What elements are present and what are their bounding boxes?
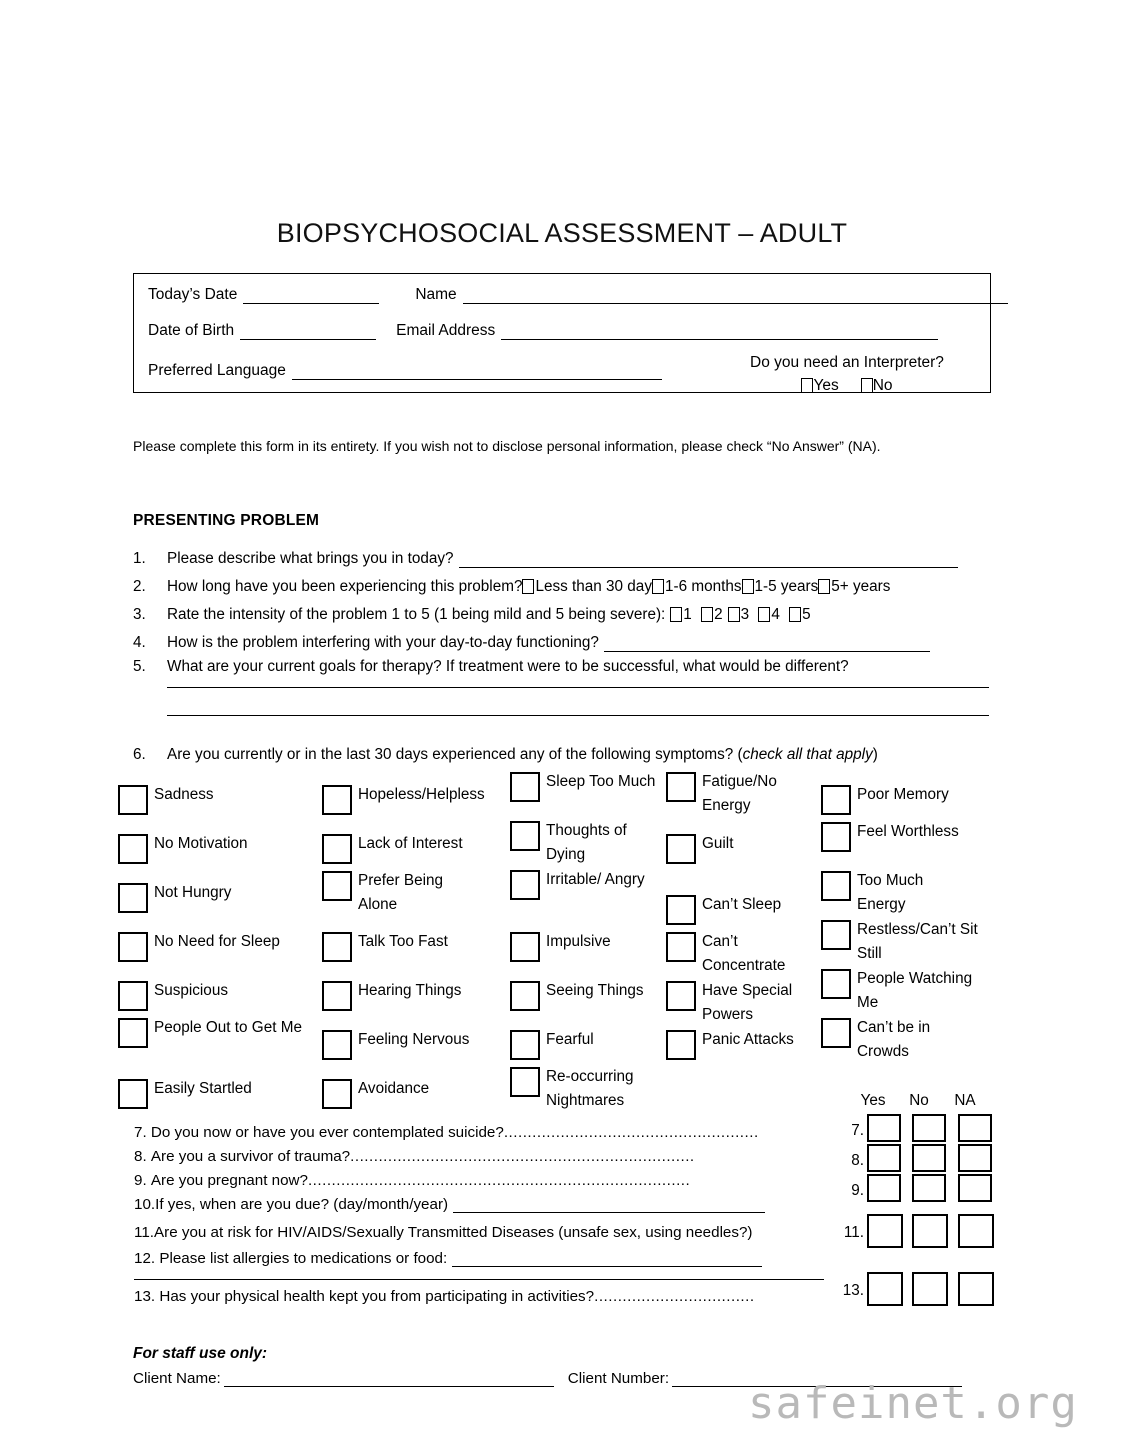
- checkbox-icon[interactable]: [118, 1079, 148, 1109]
- checkbox-icon[interactable]: [510, 932, 540, 962]
- checkbox-icon[interactable]: [322, 785, 352, 815]
- question-2: [133, 578, 890, 596]
- question-4: [133, 634, 930, 652]
- symptom-item[interactable]: [510, 770, 658, 794]
- checkbox-icon[interactable]: [118, 932, 148, 962]
- checkbox-icon[interactable]: [861, 378, 873, 393]
- question-4-number: 4.: [133, 634, 146, 651]
- checkbox-icon[interactable]: [118, 834, 148, 864]
- symptom-label: Irritable/ Angry: [546, 871, 645, 888]
- symptom-label: Seeing Things: [546, 982, 644, 999]
- checkbox-icon[interactable]: [821, 822, 851, 852]
- answer-grid: [836, 1092, 1001, 1299]
- question-2-option-0-label: Less than 30 day: [535, 578, 652, 595]
- symptom-item[interactable]: [510, 1065, 671, 1113]
- symptom-label: Can’t be in Crowds: [857, 1019, 931, 1060]
- symptom-label: People Watching Me: [857, 970, 973, 1011]
- checkbox-icon[interactable]: [958, 1174, 992, 1202]
- dob-label: Date of Birth: [148, 322, 235, 339]
- name-label: Name: [415, 286, 457, 303]
- symptom-item[interactable]: [322, 1077, 518, 1101]
- question-11-number: 11.: [134, 1224, 154, 1241]
- question-6: [133, 746, 878, 764]
- symptom-item[interactable]: [510, 1028, 676, 1052]
- question-3: [133, 606, 811, 624]
- question-9: [134, 1172, 690, 1189]
- symptom-item[interactable]: [821, 820, 962, 844]
- answer-row-9: [836, 1174, 1001, 1206]
- checkbox-icon[interactable]: [666, 834, 696, 864]
- info-row-date-name: [148, 286, 980, 304]
- checkbox-icon[interactable]: [510, 870, 540, 900]
- answer-row-13-number: 13.: [842, 1282, 864, 1299]
- name-field[interactable]: [463, 290, 1008, 304]
- checkbox-icon[interactable]: [701, 607, 713, 622]
- checkbox-icon[interactable]: [510, 772, 540, 802]
- interpreter-yes-label: Yes: [813, 377, 839, 395]
- checkbox-icon[interactable]: [322, 981, 352, 1011]
- checkbox-icon[interactable]: [742, 579, 754, 594]
- question-13-text: Has your physical health kept you from participating in activities?: [159, 1288, 595, 1305]
- answer-row-9-number: 9.: [851, 1182, 864, 1199]
- checkbox-icon[interactable]: [867, 1174, 901, 1202]
- symptom-label: Hopeless/Helpless: [358, 786, 485, 803]
- symptom-item[interactable]: [666, 832, 814, 856]
- symptom-label: Sadness: [154, 786, 214, 803]
- checkbox-icon[interactable]: [867, 1272, 903, 1306]
- question-3-option-0-label: 1: [683, 606, 692, 623]
- interpreter-yes-option[interactable]: [801, 375, 838, 397]
- question-5-number: 5.: [133, 658, 146, 675]
- interpreter-no-option[interactable]: [861, 375, 893, 397]
- answer-row-11: [836, 1214, 1001, 1254]
- symptom-item[interactable]: [666, 979, 822, 1027]
- answer-header-na: NA: [954, 1092, 976, 1109]
- dob-field[interactable]: [240, 326, 376, 340]
- symptom-item[interactable]: [118, 881, 319, 905]
- symptom-item[interactable]: [322, 979, 518, 1003]
- symptom-label: Fearful: [546, 1031, 594, 1048]
- info-row-dob-email: [148, 322, 980, 340]
- checkbox-icon[interactable]: [912, 1214, 948, 1248]
- symptom-item[interactable]: [821, 869, 962, 917]
- question-12-continuation-line[interactable]: [134, 1278, 824, 1280]
- answer-row-11-number: 11.: [843, 1224, 864, 1241]
- interpreter-options: [718, 375, 976, 397]
- symptom-label: Guilt: [702, 835, 734, 852]
- symptom-item[interactable]: [118, 1016, 314, 1040]
- question-3-option-0[interactable]: [670, 606, 692, 624]
- checkbox-icon[interactable]: [322, 932, 352, 962]
- preferred-language-field[interactable]: [292, 366, 662, 380]
- symptom-label: Re-occurring Nightmares: [546, 1068, 634, 1109]
- symptom-label: Sleep Too Much: [546, 773, 656, 790]
- checkbox-icon[interactable]: [670, 607, 682, 622]
- symptom-item[interactable]: [821, 918, 992, 966]
- email-label: Email Address: [396, 322, 496, 339]
- symptom-item[interactable]: [322, 930, 518, 954]
- preferred-language-label: Preferred Language: [148, 362, 286, 379]
- checkbox-icon[interactable]: [821, 969, 851, 999]
- checkbox-icon[interactable]: [867, 1144, 901, 1172]
- question-3-option-2[interactable]: [728, 606, 750, 624]
- question-5: [133, 658, 849, 676]
- question-9-number: 9.: [134, 1172, 147, 1189]
- symptom-label: Restless/Can’t Sit Still: [857, 921, 978, 962]
- question-4-text: How is the problem interfering with your day-to-day functioning?: [167, 634, 599, 651]
- answer-row-7-number: 7.: [851, 1122, 864, 1139]
- email-field[interactable]: [501, 326, 938, 340]
- question-2-option-3[interactable]: [818, 578, 890, 596]
- symptom-item[interactable]: [118, 979, 319, 1003]
- answer-row-8-number: 8.: [851, 1152, 864, 1169]
- question-6-text: Are you currently or in the last 30 days experienced any of the following symptoms? (: [167, 746, 743, 763]
- symptom-label: Panic Attacks: [702, 1031, 794, 1048]
- symptom-label: People Out to Get Me: [154, 1019, 302, 1036]
- symptom-label: No Need for Sleep: [154, 933, 280, 950]
- question-3-number: 3.: [133, 606, 146, 623]
- symptom-item[interactable]: [322, 832, 518, 856]
- interpreter-block: [718, 352, 976, 398]
- answer-row-7: [836, 1114, 1001, 1146]
- symptom-item[interactable]: [666, 893, 827, 917]
- symptom-label: Talk Too Fast: [358, 933, 448, 950]
- checkbox-icon[interactable]: [912, 1144, 946, 1172]
- client-number-field[interactable]: [672, 1373, 962, 1387]
- symptom-item[interactable]: [510, 819, 658, 867]
- question-12-number: 12.: [134, 1250, 156, 1267]
- question-2-option-1[interactable]: [652, 578, 742, 596]
- client-name-field[interactable]: [224, 1373, 554, 1387]
- question-12-text: Please list allergies to medications or food:: [159, 1250, 448, 1267]
- symptom-label: Feeling Nervous: [358, 1031, 470, 1048]
- symptom-item[interactable]: [666, 770, 814, 818]
- symptom-label: Too Much Energy: [857, 872, 924, 913]
- checkbox-icon[interactable]: [958, 1272, 994, 1306]
- interpreter-no-label: No: [872, 377, 893, 395]
- question-6-text-italic: check all that apply: [742, 746, 873, 763]
- question-13-dots: ..................................: [594, 1288, 755, 1305]
- staff-use-row: [133, 1370, 962, 1387]
- checkbox-icon[interactable]: [867, 1114, 901, 1142]
- checkbox-icon[interactable]: [821, 920, 851, 950]
- question-2-option-2-label: 1-5 years: [754, 578, 819, 595]
- checkbox-icon[interactable]: [821, 785, 851, 815]
- question-10-text: If yes, when are you due? (day/month/year): [155, 1196, 449, 1213]
- question-2-option-0[interactable]: [522, 578, 652, 596]
- checkbox-icon[interactable]: [666, 895, 696, 925]
- checkbox-icon[interactable]: [912, 1272, 948, 1306]
- page-title: BIOPSYCHOSOCIAL ASSESSMENT – ADULT: [276, 218, 848, 248]
- symptom-label: Poor Memory: [857, 786, 949, 803]
- client-number-label: Client Number:: [567, 1370, 670, 1387]
- checkbox-icon[interactable]: [821, 871, 851, 901]
- question-10-number: 10.: [134, 1196, 156, 1213]
- answer-row-8: [836, 1144, 1001, 1176]
- symptom-item[interactable]: [821, 1016, 977, 1064]
- question-6-number: 6.: [133, 746, 146, 763]
- question-6-text-end: ): [872, 746, 878, 763]
- question-1-number: 1.: [133, 550, 146, 567]
- question-8-text: Are you a survivor of trauma?: [150, 1148, 351, 1165]
- checkbox-icon[interactable]: [867, 1214, 903, 1248]
- question-7-number: 7.: [134, 1124, 147, 1141]
- symptom-label: Hearing Things: [358, 982, 462, 999]
- question-8: [134, 1148, 695, 1165]
- question-4-answer-field[interactable]: [604, 638, 930, 652]
- checkbox-icon[interactable]: [958, 1144, 992, 1172]
- question-8-number: 8.: [134, 1148, 147, 1165]
- checkbox-icon[interactable]: [818, 579, 830, 594]
- symptom-label: Suspicious: [154, 982, 228, 999]
- question-8-dots: .........................................................................: [350, 1148, 695, 1165]
- question-9-dots: .................................................................................: [307, 1172, 691, 1189]
- symptom-item[interactable]: [322, 869, 478, 917]
- interpreter-question: Do you need an Interpreter?: [750, 354, 944, 371]
- symptom-item[interactable]: [118, 783, 319, 807]
- todays-date-field[interactable]: [243, 290, 379, 304]
- question-10-answer-field[interactable]: [453, 1199, 765, 1213]
- question-3-option-1[interactable]: [701, 606, 723, 624]
- question-3-option-4[interactable]: [789, 606, 811, 624]
- symptom-label: No Motivation: [154, 835, 248, 852]
- question-2-option-3-label: 5+ years: [831, 578, 891, 595]
- answer-row-13: [836, 1272, 1001, 1312]
- checkbox-icon[interactable]: [821, 1018, 851, 1048]
- checkbox-icon[interactable]: [510, 821, 540, 851]
- checkbox-icon[interactable]: [118, 1018, 148, 1048]
- question-1: [133, 550, 958, 568]
- symptom-label: Impulsive: [546, 933, 611, 950]
- question-7-dots: ......................................................: [503, 1124, 759, 1141]
- symptom-label: Fatigue/No Energy: [702, 773, 777, 814]
- question-2-number: 2.: [133, 578, 146, 595]
- question-10: [134, 1196, 765, 1213]
- checkbox-icon[interactable]: [666, 1030, 696, 1060]
- checkbox-icon[interactable]: [912, 1174, 946, 1202]
- section-heading-presenting-problem: PRESENTING PROBLEM: [133, 512, 320, 529]
- symptom-item[interactable]: [322, 783, 518, 807]
- question-11: [134, 1224, 752, 1241]
- answer-header-yes: Yes: [860, 1092, 886, 1109]
- checkbox-icon[interactable]: [728, 607, 740, 622]
- checkbox-icon[interactable]: [666, 772, 696, 802]
- symptom-label: Not Hungry: [154, 884, 232, 901]
- symptom-item[interactable]: [322, 1028, 518, 1052]
- checkbox-icon[interactable]: [652, 579, 664, 594]
- question-3-option-3[interactable]: [758, 606, 780, 624]
- checkbox-icon[interactable]: [958, 1214, 994, 1248]
- question-3-option-4-label: 5: [802, 606, 811, 623]
- watermark: safeinet.org: [748, 1378, 1078, 1429]
- symptom-label: Can’t Sleep: [702, 896, 782, 913]
- symptom-label: Can’t Concentrate: [702, 933, 786, 974]
- symptom-item[interactable]: [118, 930, 334, 954]
- question-5-answer-line-2[interactable]: [167, 714, 989, 716]
- symptom-label: Prefer Being Alone: [358, 872, 444, 913]
- question-12: [134, 1250, 762, 1267]
- staff-use-heading: For staff use only:: [133, 1345, 268, 1362]
- symptom-item[interactable]: [510, 868, 646, 892]
- symptom-item[interactable]: [666, 930, 792, 978]
- question-1-answer-field[interactable]: [459, 554, 958, 568]
- symptom-item[interactable]: [510, 979, 686, 1003]
- symptom-label: Have Special Powers: [702, 982, 793, 1023]
- todays-date-label: Today’s Date: [148, 286, 238, 303]
- question-2-option-2[interactable]: [742, 578, 819, 596]
- checkbox-icon[interactable]: [912, 1114, 946, 1142]
- question-13: [134, 1288, 755, 1305]
- checkbox-icon[interactable]: [322, 1079, 352, 1109]
- checkbox-icon[interactable]: [118, 883, 148, 913]
- symptom-label: Avoidance: [358, 1080, 430, 1097]
- answer-grid-header: [836, 1092, 1001, 1112]
- checkbox-icon[interactable]: [522, 579, 534, 594]
- symptom-label: Feel Worthless: [857, 823, 959, 840]
- symptom-item[interactable]: [666, 1028, 832, 1052]
- question-3-option-1-label: 2: [714, 606, 723, 623]
- question-2-option-1-label: 1-6 months: [664, 578, 742, 595]
- checkbox-icon[interactable]: [958, 1114, 992, 1142]
- checkbox-icon[interactable]: [322, 1030, 352, 1060]
- checkbox-icon[interactable]: [322, 834, 352, 864]
- checkbox-icon[interactable]: [510, 981, 540, 1011]
- checkbox-icon[interactable]: [118, 981, 148, 1011]
- question-5-text: What are your current goals for therapy? If treatment were to be successful, what would be different?: [167, 658, 849, 675]
- symptom-label: Easily Startled: [154, 1080, 252, 1097]
- client-info-box: [133, 273, 991, 393]
- checkbox-icon[interactable]: [322, 871, 352, 901]
- checkbox-icon[interactable]: [801, 378, 813, 393]
- symptom-label: Lack of Interest: [358, 835, 463, 852]
- symptom-item[interactable]: [118, 832, 319, 856]
- question-7: [134, 1124, 759, 1141]
- checkbox-icon[interactable]: [510, 1067, 540, 1097]
- checkbox-icon[interactable]: [758, 607, 770, 622]
- symptom-item[interactable]: [821, 783, 1007, 807]
- question-13-number: 13.: [134, 1288, 156, 1305]
- symptom-label: Thoughts of Dying: [546, 822, 627, 863]
- question-2-text: How long have you been experiencing this problem?: [167, 578, 523, 595]
- question-12-answer-field[interactable]: [452, 1253, 762, 1267]
- question-11-text: Are you at risk for HIV/AIDS/Sexually Transmitted Diseases (unsafe sex, using needles?): [154, 1224, 753, 1241]
- question-9-text: Are you pregnant now?: [150, 1172, 308, 1189]
- question-3-text: Rate the intensity of the problem 1 to 5 (1 being mild and 5 being severe):: [167, 606, 666, 623]
- question-3-option-2-label: 3: [740, 606, 750, 623]
- symptom-item[interactable]: [118, 1077, 319, 1101]
- checkbox-icon[interactable]: [666, 981, 696, 1011]
- checkbox-icon[interactable]: [510, 1030, 540, 1060]
- checkbox-icon[interactable]: [789, 607, 801, 622]
- checkbox-icon[interactable]: [666, 932, 696, 962]
- answer-header-no: No: [909, 1092, 929, 1109]
- question-5-answer-line-1[interactable]: [167, 686, 989, 688]
- client-name-label: Client Name:: [133, 1370, 221, 1387]
- question-7-text: Do you now or have you ever contemplated suicide?: [150, 1124, 504, 1141]
- question-1-text: Please describe what brings you in today?: [167, 550, 454, 567]
- symptom-item[interactable]: [821, 967, 982, 1015]
- checkbox-icon[interactable]: [118, 785, 148, 815]
- symptom-checkbox-grid: [118, 775, 1008, 1120]
- symptom-item[interactable]: [510, 930, 676, 954]
- form-instruction: Please complete this form in its entirety. If you wish not to disclose personal information, please check “No Answer” (NA).: [133, 438, 881, 454]
- question-3-option-3-label: 4: [771, 606, 780, 623]
